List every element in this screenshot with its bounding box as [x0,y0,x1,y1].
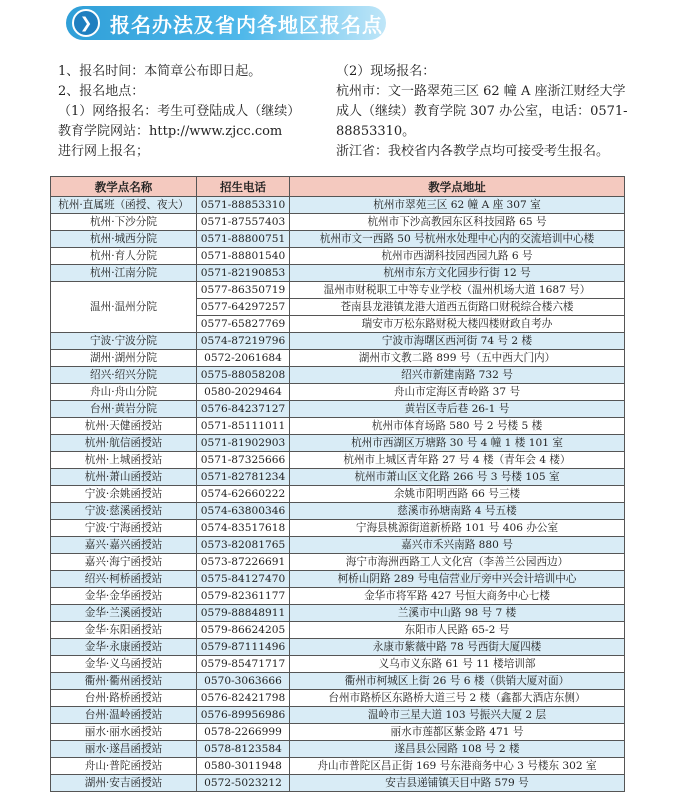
phone-cell: 0571-87557403 [197,214,290,231]
header-address: 教学点地址 [290,177,625,197]
address-cell: 温岭市三星大道 103 号振兴大厦 2 层 [290,707,625,724]
phone-cell: 0579-87111496 [197,639,290,656]
address-cell: 嘉兴市禾兴南路 880 号 [290,537,625,554]
site-name-cell: 杭州·江南分院 [51,265,197,282]
table-body [51,197,625,792]
site-name-cell: 宁波·余姚函授站 [51,486,197,503]
phone-cell: 0574-62660222 [197,486,290,503]
site-name-cell: 杭州·下沙分院 [51,214,197,231]
onsite-note: 浙江省：我校省内各教学点均可接受考生报名。 [336,144,610,159]
table-row [51,265,625,282]
site-name-cell: 金华·兰溪函授站 [51,605,197,622]
table-row [51,350,625,367]
address-cell: 杭州市东方文化园步行街 12 号 [290,265,625,282]
table-row [51,248,625,265]
phone-cell: 0574-83517618 [197,520,290,537]
table-row [51,282,625,299]
phone-cell: 0579-85471717 [197,656,290,673]
address-cell: 丽水市莲都区紫金路 471 号 [290,724,625,741]
phone-cell: 0579-88848911 [197,605,290,622]
site-name-cell: 绍兴·柯桥函授站 [51,571,197,588]
phone-cell: 0572-5023212 [197,775,290,792]
table-row [51,741,625,758]
phone-cell: 0571-82190853 [197,265,290,282]
phone-cell: 0576-89956986 [197,707,290,724]
site-name-cell: 金华·义乌函授站 [51,656,197,673]
phone-cell: 0571-82781234 [197,469,290,486]
phone-cell: 0579-86624205 [197,622,290,639]
intro-left [58,62,330,162]
site-name-cell: 杭州·直属班（函授、夜大） [51,197,197,214]
site-name-cell: 嘉兴·嘉兴函授站 [51,537,197,554]
onsite-address: 杭州市：文一路翠苑三区 62 幢 A 座浙江财经大学成人（继续）教育学院 307 办公室，电话：0571-88853310。 [336,84,628,139]
phone-cell: 0576-82421798 [197,690,290,707]
phone-cell: 0571-88801540 [197,248,290,265]
address-cell: 舟山市定海区青岭路 37 号 [290,384,625,401]
intro-line-website: 教育学院网站：http://www.zjcc.com [58,124,283,139]
address-cell: 衢州市柯城区上街 26 号 6 楼（供销大厦对面） [290,673,625,690]
site-name-cell: 金华·东阳函授站 [51,622,197,639]
address-cell: 遂昌县公园路 108 号 2 楼 [290,741,625,758]
phone-cell: 0571-88800751 [197,231,290,248]
table-row [51,554,625,571]
site-name-cell: 丽水·遂昌函授站 [51,741,197,758]
address-cell: 义乌市义东路 61 号 11 楼培训部 [290,656,625,673]
teaching-sites-table [50,176,625,792]
site-name-cell: 宁波·宁波分院 [51,333,197,350]
address-cell: 温州市财税职工中等专业学校（温州机场大道 1687 号） [290,282,625,299]
phone-cell: 0578-2266999 [197,724,290,741]
address-cell: 永康市紫薇中路 78 号西街大厦四楼 [290,639,625,656]
site-name-cell: 金华·金华函授站 [51,588,197,605]
phone-cell: 0577-65827769 [197,316,290,333]
address-cell: 杭州市上城区青年路 27 号 4 楼（青年会 4 楼） [290,452,625,469]
phone-cell: 0571-81902903 [197,435,290,452]
table-row [51,333,625,350]
table-row [51,520,625,537]
table-row [51,197,625,214]
site-name-cell: 杭州·城西分院 [51,231,197,248]
table-row [51,537,625,554]
address-cell: 杭州市翠苑三区 62 幢 A 座 307 室 [290,197,625,214]
site-name-cell: 杭州·天健函授站 [51,418,197,435]
intro-right [336,62,636,162]
table-row [51,639,625,656]
phone-cell: 0577-86350719 [197,282,290,299]
table-row [51,707,625,724]
phone-cell: 0571-88853310 [197,197,290,214]
phone-cell: 0573-87226691 [197,554,290,571]
site-name-cell: 宁波·宁海函授站 [51,520,197,537]
table-row [51,401,625,418]
address-cell: 安吉县递铺镇天目中路 579 号 [290,775,625,792]
table-row [51,690,625,707]
site-name-cell: 宁波·慈溪函授站 [51,503,197,520]
address-cell: 杭州市西湖区万塘路 30 号 4 幢 1 楼 101 室 [290,435,625,452]
table-row [51,775,625,792]
address-cell: 杭州市文一西路 50 号杭州水处理中心内的交流培训中心楼 [290,231,625,248]
phone-cell: 0575-88058208 [197,367,290,384]
address-cell: 余姚市阳明西路 66 号三楼 [290,486,625,503]
address-cell: 宁海县桃源街道新桥路 101 号 406 办公室 [290,520,625,537]
site-name-cell: 台州·路桥函授站 [51,690,197,707]
phone-cell: 0571-87325666 [197,452,290,469]
section-title: 报名办法及省内各地区报名点 [110,13,383,37]
site-name-cell: 温州·温州分院 [51,282,197,333]
phone-cell: 0570-3063666 [197,673,290,690]
site-name-cell: 舟山·普陀函授站 [51,758,197,775]
address-cell: 苍南县龙港镇龙港大道西五街路口财税综合楼六楼 [290,299,625,316]
table-row [51,622,625,639]
address-cell: 台州市路桥区东路桥大道三号 2 楼（鑫都大酒店东侧） [290,690,625,707]
site-name-cell: 台州·黄岩分院 [51,401,197,418]
phone-cell: 0580-3011948 [197,758,290,775]
header-site-name: 教学点名称 [51,177,197,197]
table-row [51,435,625,452]
phone-cell: 0575-84127470 [197,571,290,588]
phone-cell: 0572-2061684 [197,350,290,367]
phone-cell: 0578-8123584 [197,741,290,758]
table-row [51,605,625,622]
address-cell: 海宁市海洲西路工人文化宫（李善兰公园西边） [290,554,625,571]
intro-line-time: 1、报名时间：本简章公布即日起。 [58,64,262,79]
table-row [51,367,625,384]
table-row [51,452,625,469]
address-cell: 湖州市文教二路 899 号（五中西大门内） [290,350,625,367]
address-cell: 金华市将军路 427 号恒大商务中心七楼 [290,588,625,605]
address-cell: 慈溪市孙塘南路 4 号五楼 [290,503,625,520]
address-cell: 兰溪市中山路 98 号 7 楼 [290,605,625,622]
site-name-cell: 舟山·舟山分院 [51,384,197,401]
address-cell: 杭州市萧山区文化路 266 号 3 号楼 105 室 [290,469,625,486]
address-cell: 柯桥山阴路 289 号电信营业厅旁中兴会计培训中心 [290,571,625,588]
site-name-cell: 湖州·安吉函授站 [51,775,197,792]
table-row [51,214,625,231]
onsite-heading: （2）现场报名： [336,64,436,79]
table-row [51,384,625,401]
table-row [51,724,625,741]
address-cell: 东阳市人民路 65-2 号 [290,622,625,639]
table-row [51,469,625,486]
intro-line-register: 进行网上报名； [58,144,150,159]
table-row [51,503,625,520]
table-row [51,656,625,673]
address-cell: 宁波市海曙区西河街 74 号 2 楼 [290,333,625,350]
table-row [51,571,625,588]
phone-cell: 0573-82081765 [197,537,290,554]
site-name-cell: 金华·永康函授站 [51,639,197,656]
site-name-cell: 嘉兴·海宁函授站 [51,554,197,571]
address-cell: 绍兴市新建南路 732 号 [290,367,625,384]
intro-line-online: （1）网络报名：考生可登陆成人（继续） [58,104,301,119]
phone-cell: 0579-82361177 [197,588,290,605]
table-row [51,588,625,605]
address-cell: 杭州市西湖科技园西园九路 6 号 [290,248,625,265]
address-cell: 杭州市下沙高教园东区科技园路 65 号 [290,214,625,231]
phone-cell: 0576-84237127 [197,401,290,418]
phone-cell: 0577-64297257 [197,299,290,316]
intro-line-place: 2、报名地点： [58,84,145,99]
site-name-cell: 杭州·上城函授站 [51,452,197,469]
table-header-row [51,177,625,197]
phone-cell: 0580-2029464 [197,384,290,401]
phone-cell: 0574-63800346 [197,503,290,520]
address-cell: 瑞安市万松东路财税大楼四楼财政自考办 [290,316,625,333]
phone-cell: 0571-85111011 [197,418,290,435]
table-row [51,418,625,435]
site-name-cell: 丽水·丽水函授站 [51,724,197,741]
site-name-cell: 台州·温岭函授站 [51,707,197,724]
phone-cell: 0574-87219796 [197,333,290,350]
address-cell: 黄岩区寺后巷 26-1 号 [290,401,625,418]
table-row [51,231,625,248]
table-row [51,758,625,775]
header-phone: 招生电话 [197,177,290,197]
table-row [51,673,625,690]
site-name-cell: 杭州·育人分院 [51,248,197,265]
site-name-cell: 衢州·衢州函授站 [51,673,197,690]
chevron-right-icon: ❯ [72,9,100,37]
address-cell: 舟山市普陀区昌正街 169 号东港商务中心 3 号楼东 302 室 [290,758,625,775]
site-name-cell: 杭州·萧山函授站 [51,469,197,486]
site-name-cell: 杭州·航信函授站 [51,435,197,452]
address-cell: 杭州市体育场路 580 号 2 号楼 5 楼 [290,418,625,435]
site-name-cell: 湖州·湖州分院 [51,350,197,367]
site-name-cell: 绍兴·绍兴分院 [51,367,197,384]
table-row [51,486,625,503]
